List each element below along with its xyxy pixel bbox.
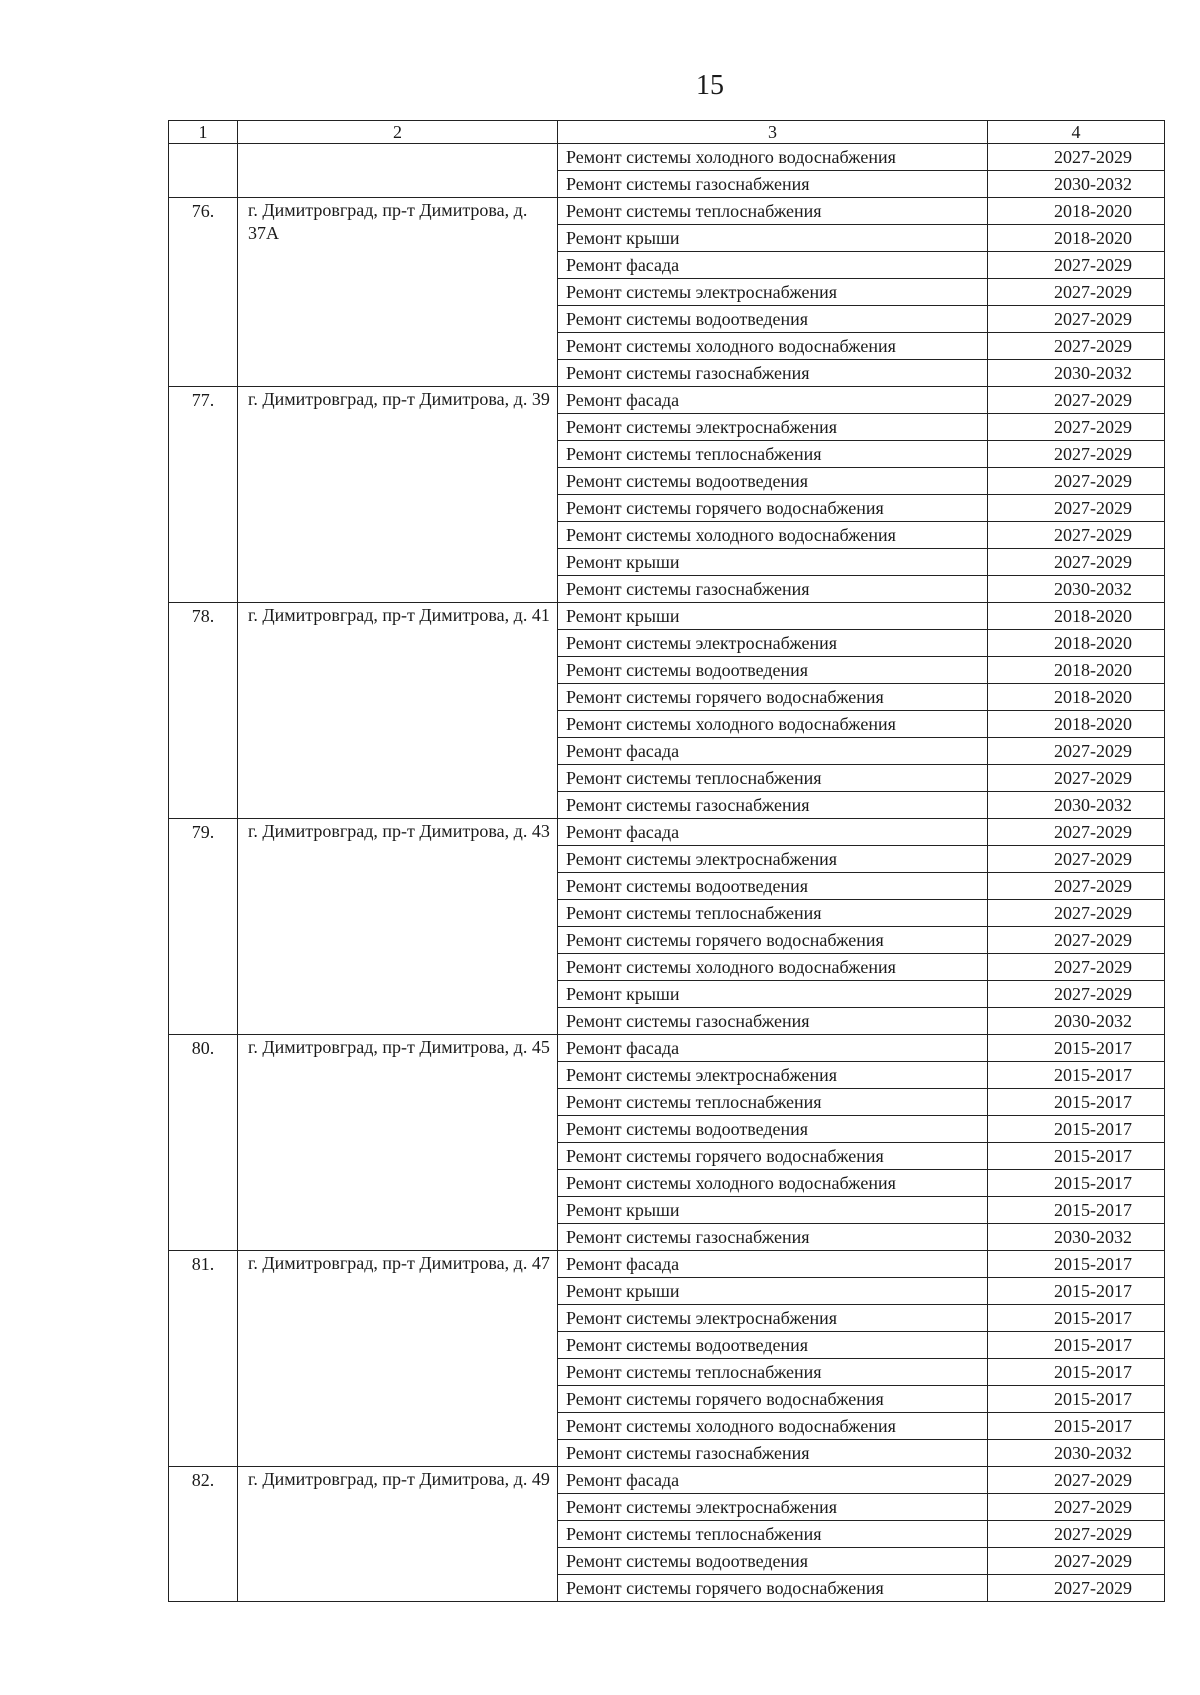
- item-number: 79.: [169, 819, 238, 1035]
- work-type-cell: Ремонт системы теплоснабжения: [558, 1359, 988, 1386]
- work-type-cell: Ремонт системы теплоснабжения: [558, 198, 988, 225]
- work-type-cell: Ремонт системы электроснабжения: [558, 846, 988, 873]
- period-cell: 2015-2017: [988, 1035, 1165, 1062]
- work-type-cell: Ремонт системы водоотведения: [558, 1548, 988, 1575]
- period-cell: 2027-2029: [988, 927, 1165, 954]
- column-header: 2: [238, 121, 558, 144]
- work-type-cell: Ремонт системы газоснабжения: [558, 792, 988, 819]
- period-cell: 2018-2020: [988, 603, 1165, 630]
- period-cell: 2015-2017: [988, 1143, 1165, 1170]
- period-cell: 2027-2029: [988, 144, 1165, 171]
- work-type-cell: Ремонт системы холодного водоснабжения: [558, 522, 988, 549]
- work-type-cell: Ремонт системы водоотведения: [558, 306, 988, 333]
- period-cell: 2027-2029: [988, 873, 1165, 900]
- address: г. Димитровград, пр-т Димитрова, д. 49: [238, 1467, 558, 1602]
- period-cell: 2027-2029: [988, 252, 1165, 279]
- address: г. Димитровград, пр-т Димитрова, д. 47: [238, 1251, 558, 1467]
- table-row: [169, 144, 1165, 171]
- work-type-cell: Ремонт фасада: [558, 387, 988, 414]
- period-cell: 2015-2017: [988, 1332, 1165, 1359]
- table-row: [169, 1467, 1165, 1494]
- period-cell: 2015-2017: [988, 1197, 1165, 1224]
- period-cell: 2027-2029: [988, 1521, 1165, 1548]
- period-cell: 2027-2029: [988, 279, 1165, 306]
- work-type-cell: Ремонт системы теплоснабжения: [558, 1521, 988, 1548]
- work-type-cell: Ремонт системы холодного водоснабжения: [558, 144, 988, 171]
- repair-schedule-table: [168, 120, 1165, 1602]
- period-cell: 2027-2029: [988, 441, 1165, 468]
- work-type-cell: Ремонт крыши: [558, 1278, 988, 1305]
- page-number: 15: [696, 70, 724, 101]
- work-type-cell: Ремонт фасада: [558, 1467, 988, 1494]
- item-number: 82.: [169, 1467, 238, 1602]
- work-type-cell: Ремонт системы электроснабжения: [558, 279, 988, 306]
- period-cell: 2030-2032: [988, 1440, 1165, 1467]
- period-cell: 2027-2029: [988, 900, 1165, 927]
- period-cell: 2027-2029: [988, 981, 1165, 1008]
- period-cell: 2018-2020: [988, 684, 1165, 711]
- period-cell: 2018-2020: [988, 630, 1165, 657]
- work-type-cell: Ремонт системы газоснабжения: [558, 1008, 988, 1035]
- address: г. Димитровград, пр-т Димитрова, д. 39: [238, 387, 558, 603]
- item-number: 80.: [169, 1035, 238, 1251]
- period-cell: 2018-2020: [988, 657, 1165, 684]
- period-cell: 2015-2017: [988, 1278, 1165, 1305]
- period-cell: 2030-2032: [988, 792, 1165, 819]
- table-row: [169, 603, 1165, 630]
- period-cell: 2027-2029: [988, 495, 1165, 522]
- period-cell: 2030-2032: [988, 576, 1165, 603]
- work-type-cell: Ремонт крыши: [558, 225, 988, 252]
- period-cell: 2015-2017: [988, 1359, 1165, 1386]
- period-cell: 2015-2017: [988, 1251, 1165, 1278]
- period-cell: 2027-2029: [988, 846, 1165, 873]
- work-type-cell: Ремонт системы горячего водоснабжения: [558, 1143, 988, 1170]
- work-type-cell: Ремонт системы водоотведения: [558, 468, 988, 495]
- work-type-cell: Ремонт крыши: [558, 981, 988, 1008]
- work-type-cell: Ремонт системы газоснабжения: [558, 1440, 988, 1467]
- table-row: [169, 819, 1165, 846]
- period-cell: 2027-2029: [988, 1494, 1165, 1521]
- work-type-cell: Ремонт системы теплоснабжения: [558, 1089, 988, 1116]
- period-cell: 2027-2029: [988, 333, 1165, 360]
- column-header: 4: [988, 121, 1165, 144]
- period-cell: 2018-2020: [988, 711, 1165, 738]
- work-type-cell: Ремонт системы водоотведения: [558, 657, 988, 684]
- work-type-cell: Ремонт системы горячего водоснабжения: [558, 1386, 988, 1413]
- item-number-cell: [169, 144, 238, 198]
- work-type-cell: Ремонт крыши: [558, 603, 988, 630]
- work-type-cell: Ремонт системы газоснабжения: [558, 576, 988, 603]
- work-type-cell: Ремонт крыши: [558, 549, 988, 576]
- period-cell: 2027-2029: [988, 738, 1165, 765]
- work-type-cell: Ремонт системы электроснабжения: [558, 1062, 988, 1089]
- work-type-cell: Ремонт системы водоотведения: [558, 1116, 988, 1143]
- item-number: 81.: [169, 1251, 238, 1467]
- work-type-cell: Ремонт фасада: [558, 1035, 988, 1062]
- work-type-cell: Ремонт системы электроснабжения: [558, 630, 988, 657]
- period-cell: 2027-2029: [988, 468, 1165, 495]
- period-cell: 2015-2017: [988, 1089, 1165, 1116]
- period-cell: 2030-2032: [988, 171, 1165, 198]
- work-type-cell: Ремонт системы водоотведения: [558, 1332, 988, 1359]
- item-number: 77.: [169, 387, 238, 603]
- period-cell: 2027-2029: [988, 1575, 1165, 1602]
- table-row: [169, 1035, 1165, 1062]
- address: г. Димитровград, пр-т Димитрова, д. 45: [238, 1035, 558, 1251]
- period-cell: 2030-2032: [988, 360, 1165, 387]
- period-cell: 2027-2029: [988, 522, 1165, 549]
- work-type-cell: Ремонт системы горячего водоснабжения: [558, 927, 988, 954]
- item-number: 76.: [169, 198, 238, 387]
- period-cell: 2015-2017: [988, 1413, 1165, 1440]
- address: г. Димитровград, пр-т Димитрова, д. 37А: [238, 198, 558, 387]
- period-cell: 2027-2029: [988, 1467, 1165, 1494]
- work-type-cell: Ремонт системы горячего водоснабжения: [558, 684, 988, 711]
- work-type-cell: Ремонт системы холодного водоснабжения: [558, 954, 988, 981]
- address-cell: [238, 144, 558, 198]
- period-cell: 2027-2029: [988, 1548, 1165, 1575]
- work-type-cell: Ремонт системы газоснабжения: [558, 360, 988, 387]
- work-type-cell: Ремонт системы теплоснабжения: [558, 765, 988, 792]
- work-type-cell: Ремонт системы электроснабжения: [558, 414, 988, 441]
- work-type-cell: Ремонт крыши: [558, 1197, 988, 1224]
- period-cell: 2027-2029: [988, 819, 1165, 846]
- work-type-cell: Ремонт системы холодного водоснабжения: [558, 711, 988, 738]
- period-cell: 2027-2029: [988, 306, 1165, 333]
- period-cell: 2027-2029: [988, 954, 1165, 981]
- work-type-cell: Ремонт системы теплоснабжения: [558, 441, 988, 468]
- work-type-cell: Ремонт системы холодного водоснабжения: [558, 333, 988, 360]
- period-cell: 2018-2020: [988, 225, 1165, 252]
- work-type-cell: Ремонт системы газоснабжения: [558, 171, 988, 198]
- period-cell: 2015-2017: [988, 1062, 1165, 1089]
- work-type-cell: Ремонт системы горячего водоснабжения: [558, 1575, 988, 1602]
- table-row: [169, 198, 1165, 225]
- period-cell: 2027-2029: [988, 414, 1165, 441]
- work-type-cell: Ремонт системы холодного водоснабжения: [558, 1413, 988, 1440]
- table-body: [169, 121, 1165, 1602]
- work-type-cell: Ремонт системы горячего водоснабжения: [558, 495, 988, 522]
- period-cell: 2015-2017: [988, 1305, 1165, 1332]
- work-type-cell: Ремонт системы газоснабжения: [558, 1224, 988, 1251]
- work-type-cell: Ремонт системы холодного водоснабжения: [558, 1170, 988, 1197]
- period-cell: 2030-2032: [988, 1008, 1165, 1035]
- period-cell: 2015-2017: [988, 1116, 1165, 1143]
- address: г. Димитровград, пр-т Димитрова, д. 41: [238, 603, 558, 819]
- period-cell: 2018-2020: [988, 198, 1165, 225]
- column-header: 1: [169, 121, 238, 144]
- table-row: [169, 387, 1165, 414]
- period-cell: 2027-2029: [988, 549, 1165, 576]
- work-type-cell: Ремонт фасада: [558, 1251, 988, 1278]
- period-cell: 2015-2017: [988, 1386, 1165, 1413]
- column-header: 3: [558, 121, 988, 144]
- item-number: 78.: [169, 603, 238, 819]
- table-row: [169, 1251, 1165, 1278]
- work-type-cell: Ремонт системы теплоснабжения: [558, 900, 988, 927]
- work-type-cell: Ремонт системы электроснабжения: [558, 1305, 988, 1332]
- period-cell: 2015-2017: [988, 1170, 1165, 1197]
- work-type-cell: Ремонт системы водоотведения: [558, 873, 988, 900]
- work-type-cell: Ремонт фасада: [558, 819, 988, 846]
- address: г. Димитровград, пр-т Димитрова, д. 43: [238, 819, 558, 1035]
- work-type-cell: Ремонт фасада: [558, 252, 988, 279]
- period-cell: 2027-2029: [988, 387, 1165, 414]
- work-type-cell: Ремонт фасада: [558, 738, 988, 765]
- period-cell: 2027-2029: [988, 765, 1165, 792]
- header-row: [169, 121, 1165, 144]
- period-cell: 2030-2032: [988, 1224, 1165, 1251]
- work-type-cell: Ремонт системы электроснабжения: [558, 1494, 988, 1521]
